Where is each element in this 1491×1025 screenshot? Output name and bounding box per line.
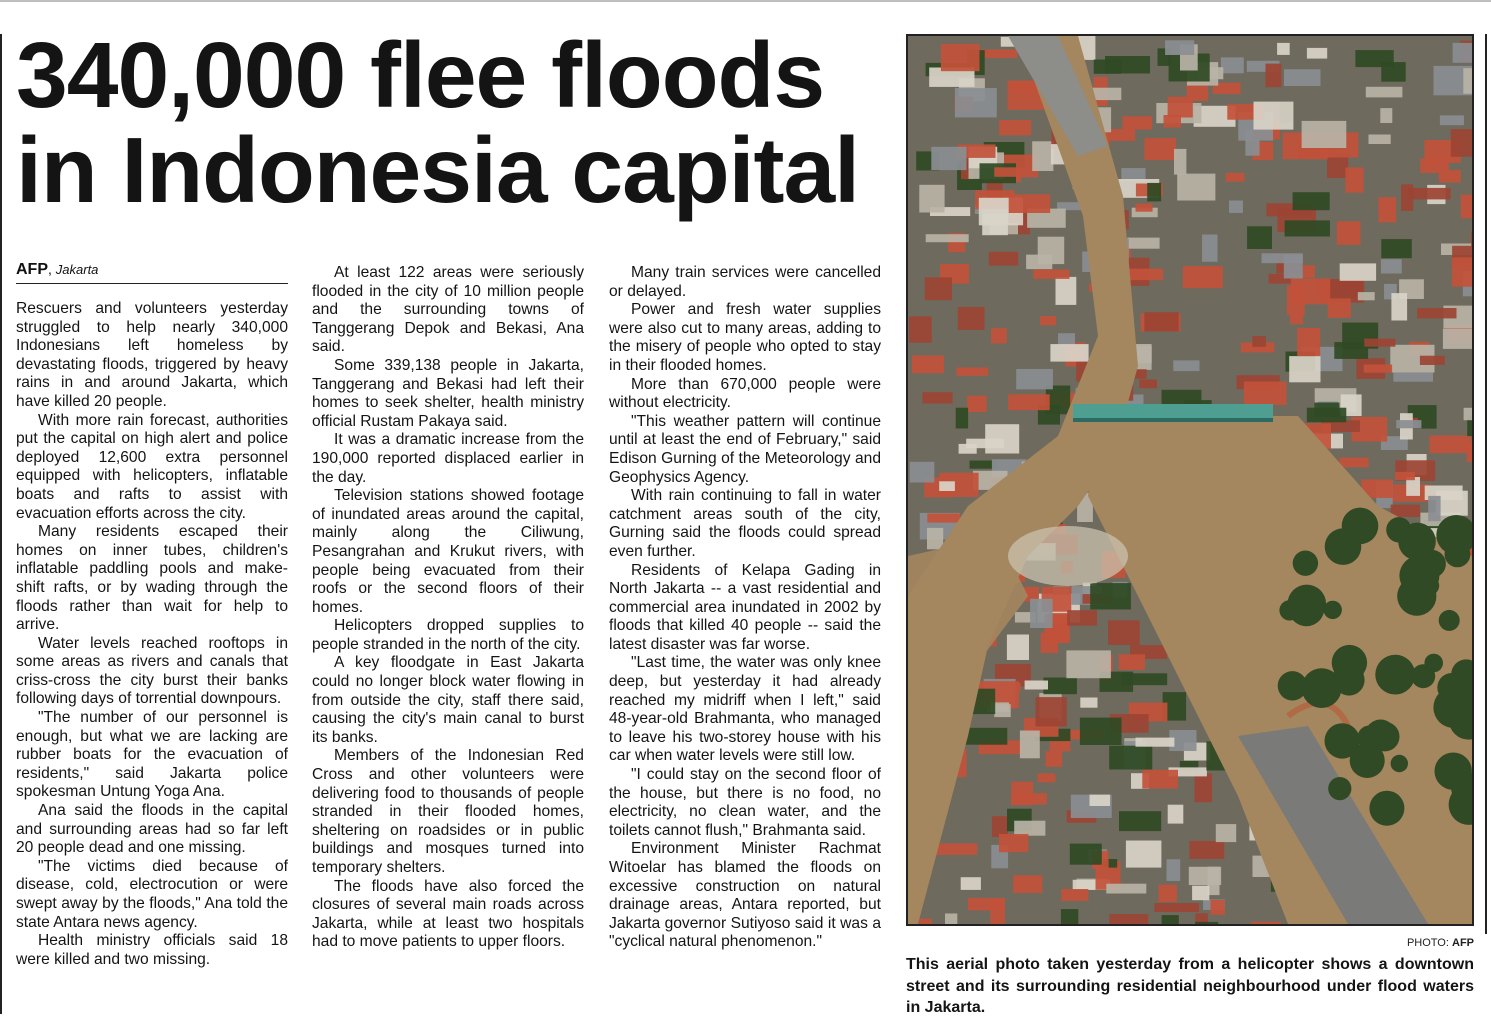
rooftop [919, 919, 932, 924]
rooftop [1277, 43, 1290, 55]
rooftop [1090, 795, 1111, 806]
rooftop [1126, 841, 1162, 868]
rooftop [1094, 60, 1121, 74]
tree [1439, 610, 1460, 631]
rooftop [1443, 329, 1472, 349]
tree [1391, 755, 1408, 772]
rooftop [1147, 183, 1161, 202]
article-column-2 [312, 264, 584, 952]
rooftop [1451, 129, 1472, 157]
rooftop [1453, 43, 1472, 63]
rooftop [999, 120, 1031, 135]
tree [1375, 655, 1415, 695]
tree [1418, 550, 1446, 578]
article-paragraph: Ana said the floods in the capital and surrounding areas had so far left 20 people dead and one missing. [16, 802, 288, 857]
rooftop [1195, 774, 1213, 803]
floating-debris [1008, 526, 1128, 586]
rooftop [1168, 97, 1193, 118]
rooftop [959, 444, 977, 454]
photo-caption: This aerial photo taken yesterday from a helicopter shows a downtown street and its surrounding residential neighbourhood under flood waters in Jakarta. [906, 956, 1474, 1016]
rooftop [1297, 328, 1320, 356]
rooftop [941, 44, 980, 71]
rooftop [1328, 299, 1351, 318]
article-paragraph: With more rain forecast, authorities put the capital on high alert and police deployed 12,600 extra personnel equipped with helicopters, inflatable boats and rafts to assist with evacuation efforts across the city. [16, 411, 288, 522]
article-paragraph: Television stations showed footage of inundated areas around the capital, mainly along the Ciliwung, Pesangrahan and Krukut rivers, with people being evacuated from their roofs or the second floors of their homes. [312, 487, 584, 616]
rooftop [1464, 408, 1472, 420]
rooftop [945, 914, 957, 925]
rooftop [1144, 312, 1178, 331]
rooftop [939, 481, 955, 491]
rooftop [1139, 380, 1157, 389]
rooftop [1013, 875, 1042, 893]
rooftop [1189, 841, 1224, 859]
rooftop [1364, 365, 1392, 373]
tree [1369, 791, 1404, 826]
rooftop [1461, 195, 1472, 219]
rooftop [1122, 116, 1152, 129]
rooftop [1136, 204, 1153, 212]
rooftop [1142, 770, 1178, 789]
rooftop [1061, 889, 1088, 901]
bridge-shadow [1073, 418, 1273, 422]
rooftop [1211, 900, 1225, 915]
rooftop [1307, 408, 1347, 423]
rooftop [1420, 356, 1445, 365]
rooftop [1066, 650, 1111, 678]
rooftop [1290, 313, 1303, 324]
article-paragraph: Members of the Indonesian Red Cross and other volunteers were delivering food to thousands of people stranded in their flooded homes, sheltering on roadsides or in public buildings and mosques turned into temporary shelters. [312, 747, 584, 876]
rooftop [909, 316, 932, 342]
tree [1334, 665, 1365, 696]
rooftop [1109, 914, 1148, 924]
article-paragraph: The floods have also forced the closures of several main roads across Jakarta, while at least two hospitals had to move patients to upper floors. [312, 877, 584, 951]
tree [1289, 591, 1325, 627]
rooftop [1050, 344, 1088, 362]
rooftop [1391, 293, 1407, 320]
rooftop [968, 898, 1005, 911]
article-paragraph: With rain continuing to fall in water catchment areas south of the city, Gurning said the floods could spread even further. [609, 487, 881, 560]
tree [1437, 673, 1466, 702]
rooftop [1020, 731, 1040, 759]
rooftop [1009, 194, 1050, 213]
tree [1293, 551, 1318, 576]
article-paragraph: Residents of Kelapa Gading in North Jakarta -- a vast residential and commercial area inundated in 2002 by floods that killed 40 people -- said the latest disaster was far worse. [609, 561, 881, 653]
rooftop [1396, 420, 1421, 428]
rooftop [1293, 192, 1330, 210]
rooftop [1173, 360, 1199, 371]
rooftop [970, 461, 996, 469]
byline [16, 260, 288, 284]
article-paragraph: "The number of our personnel is enough, but what we are lacking are rubber boats for the evacuation of residents," said Jakarta police spokesman Untung Yoga Ana. [16, 709, 288, 801]
rooftop [1011, 793, 1047, 804]
rooftop [1395, 472, 1415, 480]
rooftop [989, 252, 1018, 266]
rooftop [1168, 805, 1184, 824]
rooftop [956, 408, 968, 429]
tree [1325, 528, 1362, 565]
rooftop [922, 392, 952, 403]
bridge [1073, 404, 1273, 418]
rooftop [1026, 255, 1052, 270]
rooftop [927, 514, 960, 523]
left-rule [0, 34, 2, 1014]
rooftop [1340, 263, 1376, 280]
rooftop [1040, 316, 1056, 325]
rooftop [1307, 48, 1327, 59]
rooftop [1056, 277, 1077, 305]
byline-place: Jakarta [55, 262, 99, 277]
rooftop [1136, 738, 1175, 747]
rooftop [1046, 751, 1063, 767]
rooftop [1122, 673, 1167, 685]
rooftop [1369, 135, 1391, 145]
rooftop [961, 877, 981, 890]
article-paragraph: At least 122 areas were seriously flooded in the city of 10 million people and the surrounding towns of Tanggerang Depok and Bekasi, Ana said. [312, 264, 584, 356]
rooftop [1463, 68, 1472, 94]
rooftop [1080, 698, 1097, 708]
rooftop [967, 396, 987, 413]
rooftop [1289, 356, 1320, 382]
rooftop [1030, 599, 1053, 628]
rooftop [1061, 909, 1078, 924]
rooftop [1007, 635, 1029, 661]
top-rule [0, 0, 1491, 2]
headline [16, 23, 896, 222]
article-paragraph: Many train services were cancelled or delayed. [609, 264, 881, 300]
article-column-1 [16, 300, 288, 969]
rooftop [1189, 867, 1221, 885]
rooftop [1032, 141, 1053, 171]
aerial-flood-photo [906, 34, 1474, 926]
rooftop [1080, 718, 1122, 745]
rooftop [1337, 221, 1361, 245]
rooftop [1167, 859, 1181, 881]
rooftop [1252, 336, 1266, 347]
rooftop [1381, 62, 1405, 82]
rooftop [1043, 678, 1077, 695]
tree [1278, 671, 1307, 700]
article-paragraph: More than 670,000 people were without electricity. [609, 375, 881, 412]
rooftop [1251, 922, 1281, 924]
aerial-flood-illustration [908, 36, 1472, 924]
article-paragraph: "Last time, the water was only knee deep, but yesterday it had already reached my midriff when I left," said 48-year-old Brahmanta, who managed to leave his two-storey house with his car when water levels were still low. [609, 654, 881, 765]
rooftop [1378, 197, 1396, 222]
rooftop [1428, 496, 1440, 521]
rooftop [1058, 333, 1075, 345]
rooftop [1192, 886, 1209, 901]
rooftop [1381, 259, 1402, 273]
article-paragraph: It was a dramatic increase from the 190,000 reported displaced earlier in the day. [312, 431, 584, 486]
rooftop [1038, 774, 1056, 783]
rooftop [1364, 339, 1395, 347]
rooftop [1154, 903, 1199, 912]
rooftop [1358, 292, 1375, 300]
rooftop [931, 147, 966, 170]
rooftop [1247, 226, 1272, 249]
rooftop [985, 424, 1019, 453]
rooftop [1366, 87, 1403, 98]
article-paragraph: Rescuers and volunteers yesterday struggled to help nearly 340,000 Indonesians left homeless by devastating floods, triggered by heavy rains in and around Jakarta, which have killed 20 people. [16, 300, 288, 410]
rooftop [919, 185, 944, 213]
tree [1420, 576, 1439, 595]
rooftop [926, 234, 969, 242]
rooftop [1284, 69, 1321, 86]
rooftop [1202, 235, 1217, 262]
rooftop [925, 277, 952, 300]
rooftop [1302, 121, 1347, 148]
rooftop [994, 167, 1019, 177]
rooftop [1339, 458, 1368, 468]
rooftop [1177, 174, 1215, 201]
rooftop [958, 307, 985, 330]
rooftop [1106, 884, 1146, 894]
rooftop [1429, 436, 1470, 454]
rooftop [1266, 64, 1282, 88]
rooftop [1195, 922, 1218, 924]
rooftop [1036, 697, 1067, 726]
rooftop [1420, 159, 1449, 174]
rooftop [1244, 382, 1287, 406]
byline-agency: AFP [16, 261, 48, 278]
rooftop [1090, 583, 1131, 609]
rooftop [1109, 746, 1152, 770]
tree [1358, 726, 1382, 750]
rooftop [992, 816, 1008, 837]
rooftop [1216, 824, 1236, 842]
rooftop [1119, 654, 1145, 670]
rooftop [964, 728, 1007, 745]
rooftop [1119, 811, 1161, 831]
rooftop [1393, 372, 1433, 381]
headline-line-1: 340,000 flee floods [16, 23, 825, 127]
rooftop [955, 88, 997, 117]
article-paragraph: Power and fresh water supplies were also cut to many areas, adding to the misery of people who opted to stay in their flooded homes. [609, 301, 881, 374]
rooftop [1345, 167, 1363, 192]
rooftop [1183, 266, 1223, 288]
rooftop [1291, 279, 1330, 305]
rooftop [1159, 885, 1177, 902]
rooftop [1409, 188, 1451, 200]
article-paragraph: Many residents escaped their homes on inner tubes, children's inflatable paddling pools and make-shift rafts, or by wading through the floods rather than wait for help to arrive. [16, 523, 288, 634]
rooftop [912, 356, 944, 374]
rooftop [1254, 102, 1294, 130]
rooftop [1226, 173, 1245, 182]
article-paragraph: Water levels reached rooftops in some areas as rivers and canals that criss-cross the city burst their banks following days of torrential downpours. [16, 634, 288, 708]
rooftop [1452, 257, 1472, 286]
article-column-3 [609, 264, 881, 952]
rooftop [1025, 681, 1048, 690]
tree [1411, 664, 1435, 688]
photo-credit-source: AFP [1452, 937, 1474, 949]
rooftop [1067, 610, 1097, 625]
rooftop [1144, 138, 1176, 160]
rooftop [927, 528, 943, 549]
rooftop [1016, 369, 1053, 389]
headline-line-2: in Indonesia capital [16, 118, 860, 222]
rooftop [1417, 308, 1456, 318]
rooftop [1162, 915, 1179, 924]
rooftop [957, 367, 989, 375]
rooftop [1165, 40, 1194, 55]
article-paragraph: Helicopters dropped supplies to people stranded in the north of the city. [312, 617, 584, 653]
rooftop [1174, 149, 1186, 175]
rooftop [910, 462, 935, 483]
article-paragraph: "I could stay on the second floor of the house, but there is no food, no electricity, no clean water, and the toilets cannot flush," Brahmanta said. [609, 766, 881, 839]
rooftop [1440, 115, 1464, 125]
tree [1328, 777, 1351, 800]
rooftop [1070, 844, 1102, 865]
photo-credit-label: PHOTO: [1406, 937, 1449, 949]
rooftop [1229, 201, 1243, 213]
tree [1324, 601, 1342, 619]
rooftop [1014, 821, 1045, 836]
rooftop [1285, 220, 1330, 236]
article-paragraph: A key floodgate in East Jakarta could no longer block water flowing in from outside the city, staff there said, causing the city's main canal to burst its banks. [312, 654, 584, 746]
right-rule [1485, 34, 1487, 934]
rooftop [1108, 620, 1140, 645]
rooftop [1381, 239, 1412, 258]
byline-comma: , [48, 261, 56, 277]
rooftop [1262, 253, 1303, 263]
rooftop [991, 328, 1007, 343]
rooftop [1221, 57, 1244, 73]
article-paragraph: "The victims died because of disease, cold, electrocution or were swept away by the floods," Ana told the state Antara news agency. [16, 857, 288, 931]
rooftop [1127, 238, 1159, 249]
article-paragraph: "This weather pattern will continue until at least the end of February," said Edison Gurning of the Meteorology and Geophysics Agency. [609, 412, 881, 486]
article-paragraph: Some 339,138 people in Jakarta, Tanggerang and Bekasi had left their homes to seek shelter, health ministry official Rustam Pakaya said. [312, 356, 584, 430]
rooftop [1033, 270, 1069, 279]
article-paragraph: Health ministry officials said 18 were killed and two missing. [16, 932, 288, 968]
article-paragraph: Environment Minister Rachmat Witoelar has blamed the floods on excessive construction on natural drainage areas, Antara reported, but Jakarta governor Sutiyoso said it was a "cyclical natural phenomenon." [609, 840, 881, 951]
photo-credit [906, 937, 1474, 950]
rooftop [1380, 108, 1392, 123]
rooftop [999, 834, 1028, 852]
rooftop [1008, 394, 1049, 410]
